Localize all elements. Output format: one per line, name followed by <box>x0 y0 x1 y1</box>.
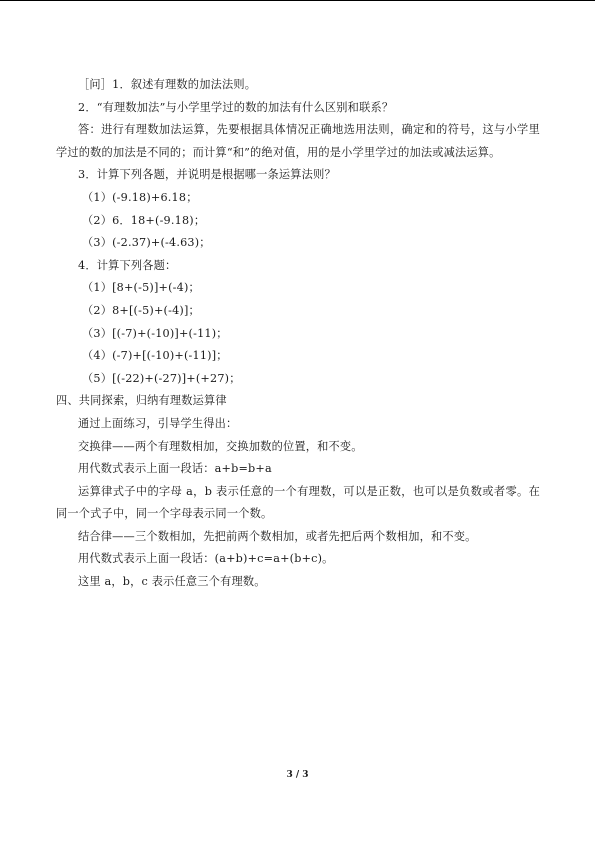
exercise-3-3: （3）(-2.37)+(-4.63)； <box>82 236 211 250</box>
variables-note: 这里 a，b，c 表示任意三个有理数。 <box>78 575 266 589</box>
question-2: 2．“有理数加法”与小学里学过的数的加法有什么区别和联系？ <box>78 100 394 114</box>
associative-formula: 用代数式表示上面一段话：(a+b)+c=a+(b+c)。 <box>78 552 334 566</box>
exercise-4-4: （4）(-7)+[(-10)+(-11)]； <box>82 349 228 363</box>
letters-paragraph: 运算律式子中的字母 a，b 表示任意的一个有理数，可以是正数，也可以是负数或者零。在同一个式子中，同一个字母表示同一个数。 <box>56 484 540 521</box>
question-4: 4．计算下列各题： <box>78 258 177 272</box>
question-1: ［问］1．叙述有理数的加法法则。 <box>78 78 257 91</box>
commutative-law: 交换律——两个有理数相加，交换加数的位置，和不变。 <box>78 439 363 453</box>
exercise-4-3: （3）[(-7)+(-10)]+(-11)； <box>82 326 228 340</box>
exercise-4-1: （1）[8+(-5)]+(-4)； <box>82 281 200 295</box>
header-rule <box>0 0 595 1</box>
section-heading: 四、共同探索，归纳有理数运算律 <box>56 394 227 408</box>
question-3: 3．计算下列各题，并说明是根据哪一条运算法则？ <box>78 168 336 182</box>
associative-law: 结合律——三个数相加，先把前两个数相加，或者先把后两个数相加，和不变。 <box>78 529 477 543</box>
exercise-4-5: （5）[(-22)+(-27)]+(+27)； <box>82 371 241 385</box>
page-number: 3 / 3 <box>286 770 309 780</box>
answer-paragraph: 答：进行有理数加法运算，先要根据具体情况正确地选用法则，确定和的符号，这与小学里学过的数的加法是不同的；而计算“和”的绝对值，用的是小学里学过的加法或减法运算。 <box>56 123 540 159</box>
guide-line: 通过上面练习，引导学生得出： <box>78 416 238 430</box>
document-body <box>56 74 540 594</box>
commutative-formula: 用代数式表示上面一段话：a+b=b+a <box>78 462 272 476</box>
exercise-3-2: （2）6．18+(-9.18)； <box>82 213 206 227</box>
exercise-4-2: （2）8+[(-5)+(-4)]； <box>82 303 200 317</box>
exercise-3-1: （1）(-9.18)+6.18； <box>82 190 198 204</box>
